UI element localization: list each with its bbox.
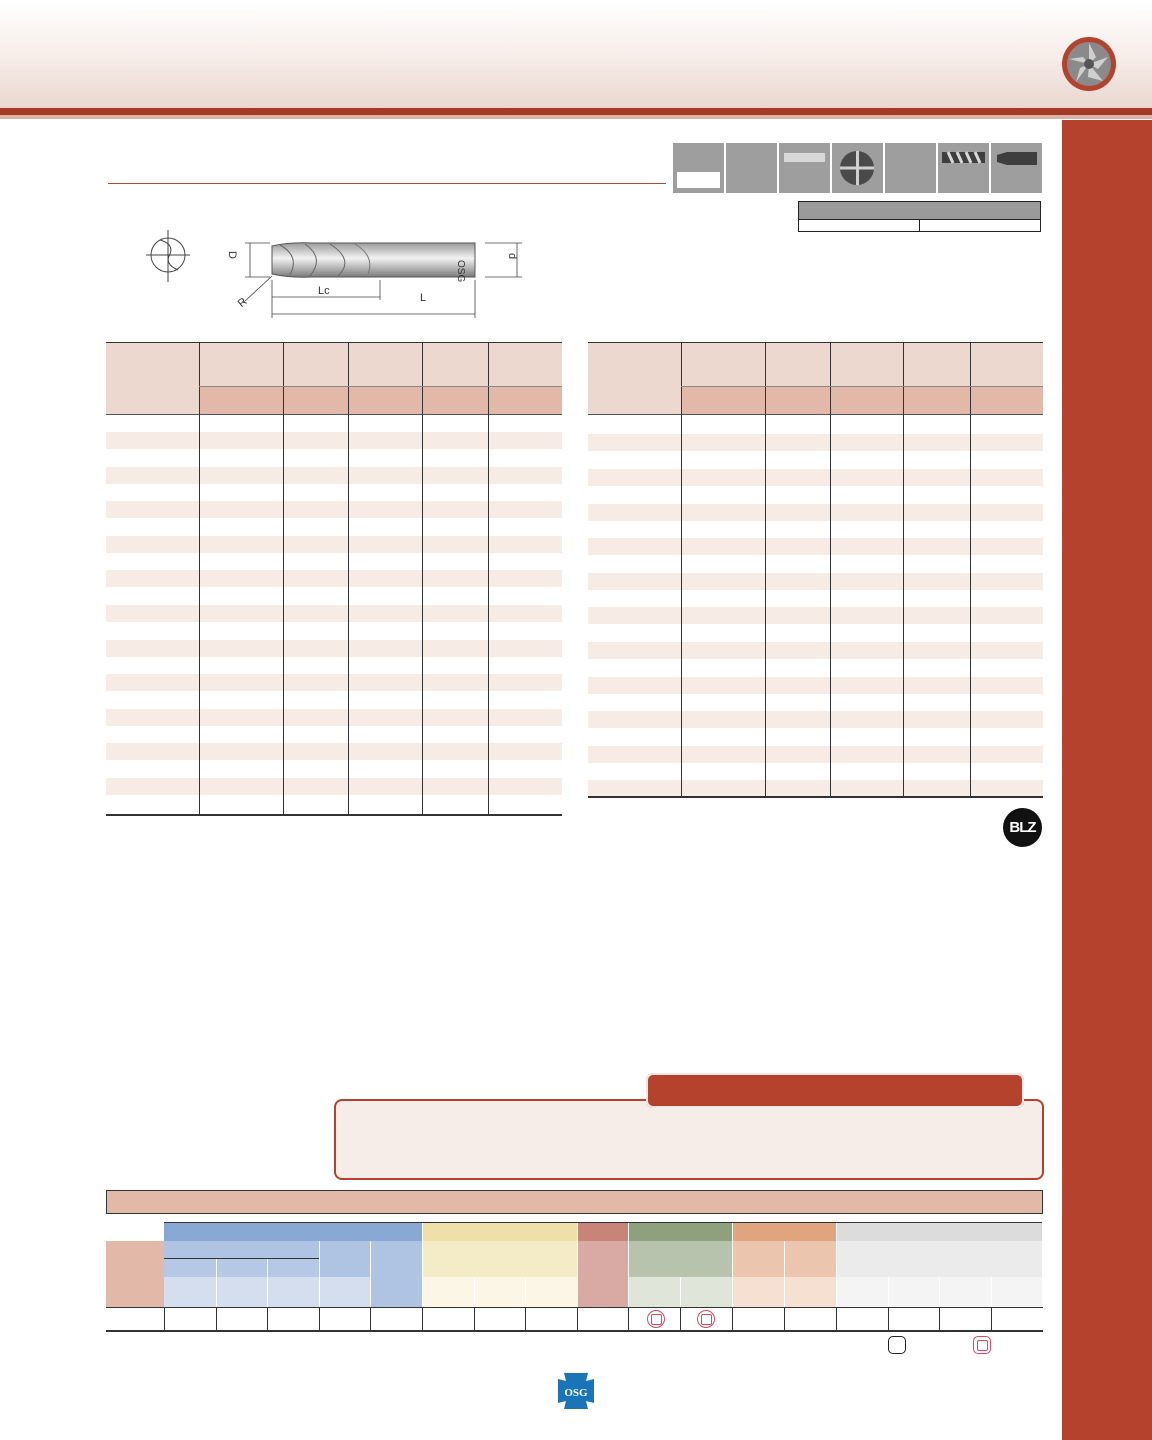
material-table-divider (628, 1307, 629, 1330)
table-header-size (588, 342, 681, 414)
spec-table-header (799, 202, 1040, 220)
material-table-divider (319, 1307, 320, 1330)
material-table-divider (370, 1307, 371, 1330)
material-table-divider (784, 1241, 785, 1307)
shank-mark: OSG (455, 260, 466, 283)
table-column-divider (903, 342, 904, 798)
table-row (106, 640, 562, 657)
table-row (106, 605, 562, 622)
dimension-table-left (106, 342, 562, 816)
table-top-rule (588, 342, 1043, 343)
material-group-other-sub (836, 1241, 1042, 1277)
table-bottom-rule (106, 814, 562, 816)
table-row (106, 501, 562, 518)
table-column-divider (283, 342, 284, 816)
table-column-divider (970, 342, 971, 798)
table-row (588, 642, 1043, 659)
table-row (106, 467, 562, 484)
table-row (106, 570, 562, 587)
table-bottom-rule (588, 796, 1043, 798)
material-table-divider (680, 1277, 681, 1307)
table-subheader-rule (199, 386, 562, 387)
feature-icon-7 (991, 143, 1042, 193)
table-top-rule (106, 342, 562, 343)
material-group-titanium (732, 1222, 836, 1241)
material-table-divider (991, 1307, 992, 1330)
table-row (588, 504, 1043, 521)
material-table-divider (888, 1277, 889, 1307)
material-table-divider (991, 1277, 992, 1307)
material-table-divider (732, 1222, 733, 1307)
table-row (588, 573, 1043, 590)
table-row (588, 746, 1043, 763)
cross-section-icon (832, 143, 883, 193)
dim-label-D: D (226, 251, 238, 259)
material-group-castiron (577, 1222, 628, 1241)
material-table-divider (784, 1307, 785, 1330)
material-table-divider (267, 1259, 268, 1307)
note-tab (646, 1073, 1024, 1108)
material-table-divider (939, 1277, 940, 1307)
feature-icon-6 (938, 143, 989, 193)
material-group-steel-sub2 (164, 1259, 319, 1277)
material-table-divider (474, 1277, 475, 1307)
material-table-divider (422, 1222, 423, 1307)
feature-icon-2 (726, 143, 777, 193)
material-table-rule (164, 1222, 1042, 1223)
material-header-cell (106, 1241, 164, 1307)
material-table-divider (525, 1277, 526, 1307)
spec-table (798, 201, 1041, 232)
spec-table-cell (799, 220, 920, 231)
material-table-divider (628, 1222, 629, 1307)
shank-icon (991, 143, 1042, 193)
material-table-divider (577, 1307, 578, 1330)
legend-recommended-icon (973, 1336, 991, 1354)
material-table-divider (836, 1222, 837, 1307)
material-table-divider (319, 1241, 320, 1307)
table-header-size (106, 342, 199, 414)
material-group-nonferrous-sub (628, 1241, 732, 1277)
legend-suitable-icon (888, 1336, 906, 1354)
dim-label-Lc: Lc (318, 285, 330, 297)
table-row (106, 432, 562, 449)
end-mill-cross-section-icon (1060, 35, 1118, 93)
table-row (588, 780, 1043, 797)
table-row (106, 536, 562, 553)
material-group-castiron-sub (577, 1241, 628, 1307)
table-column-divider (348, 342, 349, 816)
material-group-stainless-sub (422, 1241, 577, 1277)
material-group-steel-sub (319, 1241, 370, 1277)
dim-label-L: L (420, 292, 427, 304)
material-table-divider (216, 1259, 217, 1307)
table-column-divider (830, 342, 831, 798)
dim-label-R: R (235, 295, 250, 310)
table-row (106, 778, 562, 795)
material-table-divider (577, 1222, 578, 1307)
material-table-rule (164, 1258, 319, 1259)
spec-table-cell (920, 220, 1040, 231)
osg-logo-icon (556, 1371, 596, 1411)
material-table-divider (422, 1307, 423, 1330)
table-subheader-rule (681, 386, 1043, 387)
material-group-steel-sub (164, 1241, 319, 1259)
dim-label-d: d (506, 253, 518, 260)
table-header-units (199, 386, 562, 414)
material-table-divider (888, 1307, 889, 1330)
table-header (681, 342, 1043, 386)
material-table-divider (939, 1307, 940, 1330)
material-table-divider (370, 1241, 371, 1307)
table-column-divider (199, 342, 200, 816)
material-table-divider (732, 1307, 733, 1330)
table-header-units (681, 386, 1043, 414)
header-rule-shadow (0, 115, 1152, 119)
table-row (588, 711, 1043, 728)
material-table-divider (680, 1307, 681, 1330)
helix-flute-icon (938, 143, 989, 193)
material-table-divider (267, 1307, 268, 1330)
feature-icon-3 (779, 143, 830, 193)
table-row (588, 677, 1043, 694)
table-column-divider (488, 342, 489, 816)
material-group-steel-sub (370, 1241, 422, 1307)
table-row (588, 469, 1043, 486)
material-table-divider (164, 1307, 165, 1330)
material-table-divider (836, 1307, 837, 1330)
table-header-rule (106, 414, 562, 415)
header-band (0, 0, 1152, 108)
feature-icon-1 (673, 143, 724, 193)
recommended-mark-icon (647, 1310, 665, 1328)
table-row (106, 743, 562, 760)
header-rule (0, 108, 1152, 115)
title-underline (108, 183, 666, 184)
material-group-nonferrous (628, 1222, 732, 1241)
table-column-divider (765, 342, 766, 798)
feature-icon-4 (832, 143, 883, 193)
dimension-table-right (588, 342, 1043, 798)
feature-icon-5 (885, 143, 936, 193)
material-table-title-bar (106, 1190, 1043, 1214)
table-row (588, 434, 1043, 451)
table-header (199, 342, 562, 386)
blz-badge: BLZ (1003, 808, 1042, 847)
table-column-divider (422, 342, 423, 816)
table-row (106, 674, 562, 691)
table-row (106, 709, 562, 726)
material-row-stainless (422, 1277, 577, 1307)
material-table-rule (106, 1307, 1043, 1308)
side-tab-band (1062, 120, 1152, 1440)
material-table-bottom-rule (106, 1330, 1043, 1332)
table-header-rule (588, 414, 1043, 415)
material-table-divider (474, 1307, 475, 1330)
material-group-other (836, 1222, 1042, 1241)
material-group-steel (164, 1222, 422, 1241)
material-group-stainless (422, 1222, 577, 1241)
table-row (588, 538, 1043, 555)
table-column-divider (681, 342, 682, 798)
recommended-mark-icon (697, 1310, 715, 1328)
end-view-icon (146, 230, 190, 282)
note-box (334, 1099, 1044, 1180)
svg-text:OSG: OSG (564, 1387, 588, 1399)
material-table-divider (525, 1307, 526, 1330)
end-mill-diagram (140, 226, 540, 326)
table-row (588, 607, 1043, 624)
material-table-divider (216, 1307, 217, 1330)
